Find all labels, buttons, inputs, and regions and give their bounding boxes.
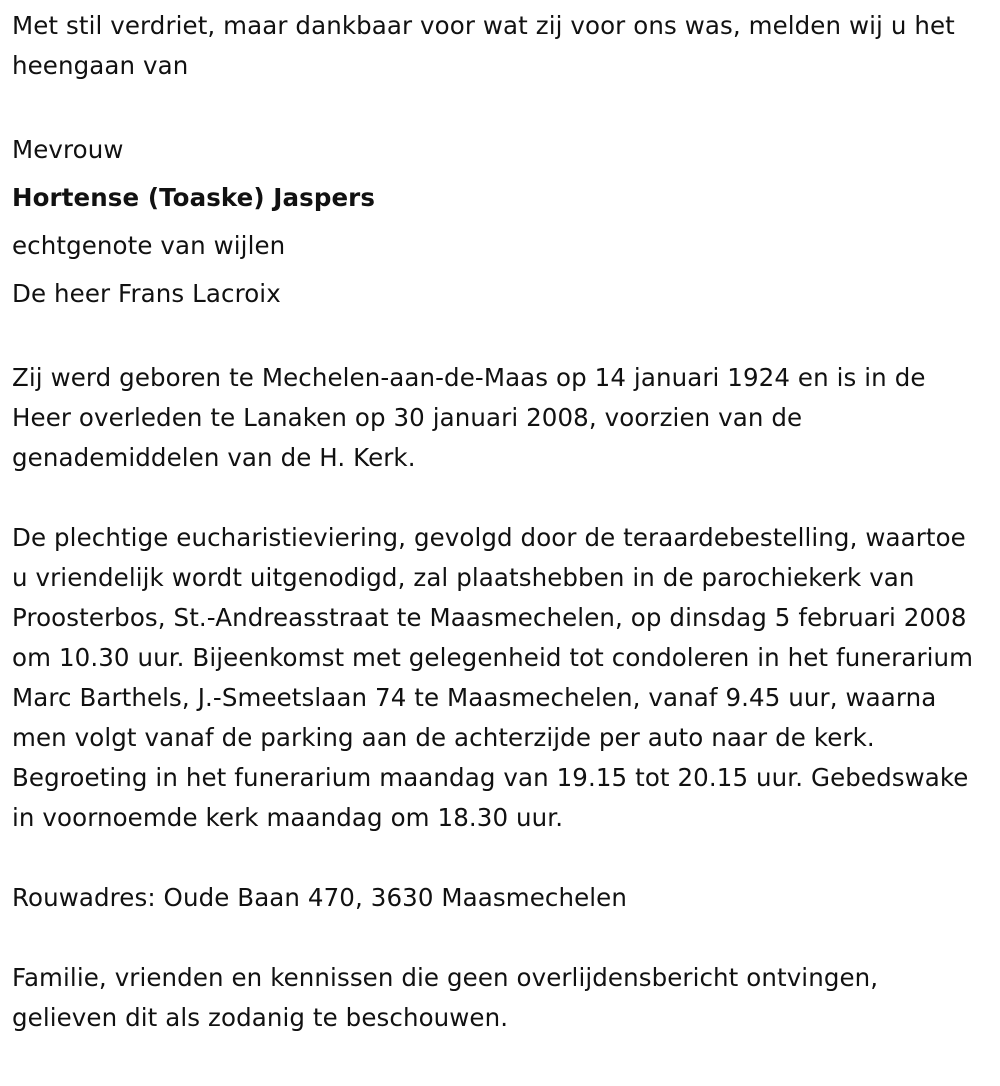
relation-line: echtgenote van wijlen bbox=[12, 231, 286, 260]
closing-paragraph: Familie, vrienden en kennissen die geen overlijdensbericht ontvingen, gelieven dit als zodanig te beschouwen. bbox=[12, 963, 879, 1032]
spacer bbox=[12, 86, 988, 126]
spacer bbox=[12, 318, 988, 358]
deceased-block bbox=[12, 126, 988, 318]
spacer bbox=[12, 478, 988, 518]
ceremony-paragraph: De plechtige eucharistieviering, gevolgd door de teraardebestelling, waartoe u vriendelijk wordt uitgenodigd, zal plaatshebben in de parochiekerk van Proosterbos, St.-Andreasstraat te Maasmechelen, op dinsdag 5 februari 2008 om 10.30 uur. Bijeenkomst met gelegenheid tot condoleren in het funerarium Marc Barthels, J.-Smeetslaan 74 te Maasmechelen, vanaf 9.45 uur, waarna men volgt vanaf de parking aan de achterzijde per auto naar de kerk. Begroeting in het funerarium maandag van 19.15 tot 20.15 uur. Gebedswake in voornoemde kerk maandag om 18.30 uur. bbox=[12, 523, 974, 832]
spouse-line: De heer Frans Lacroix bbox=[12, 279, 281, 308]
honorific: Mevrouw bbox=[12, 135, 124, 164]
mourning-address: Rouwadres: Oude Baan 470, 3630 Maasmechelen bbox=[12, 883, 627, 912]
intro-paragraph: Met stil verdriet, maar dankbaar voor wat zij voor ons was, melden wij u het heengaan van bbox=[12, 11, 955, 80]
deceased-name: Hortense (Toaske) Jaspers bbox=[12, 183, 376, 212]
spacer bbox=[12, 838, 988, 878]
spacer bbox=[12, 918, 988, 958]
birth-death-paragraph: Zij werd geboren te Mechelen-aan-de-Maas op 14 januari 1924 en is in de Heer overleden te Lanaken op 30 januari 2008, voorzien van de genademiddelen van de H. Kerk. bbox=[12, 363, 926, 472]
